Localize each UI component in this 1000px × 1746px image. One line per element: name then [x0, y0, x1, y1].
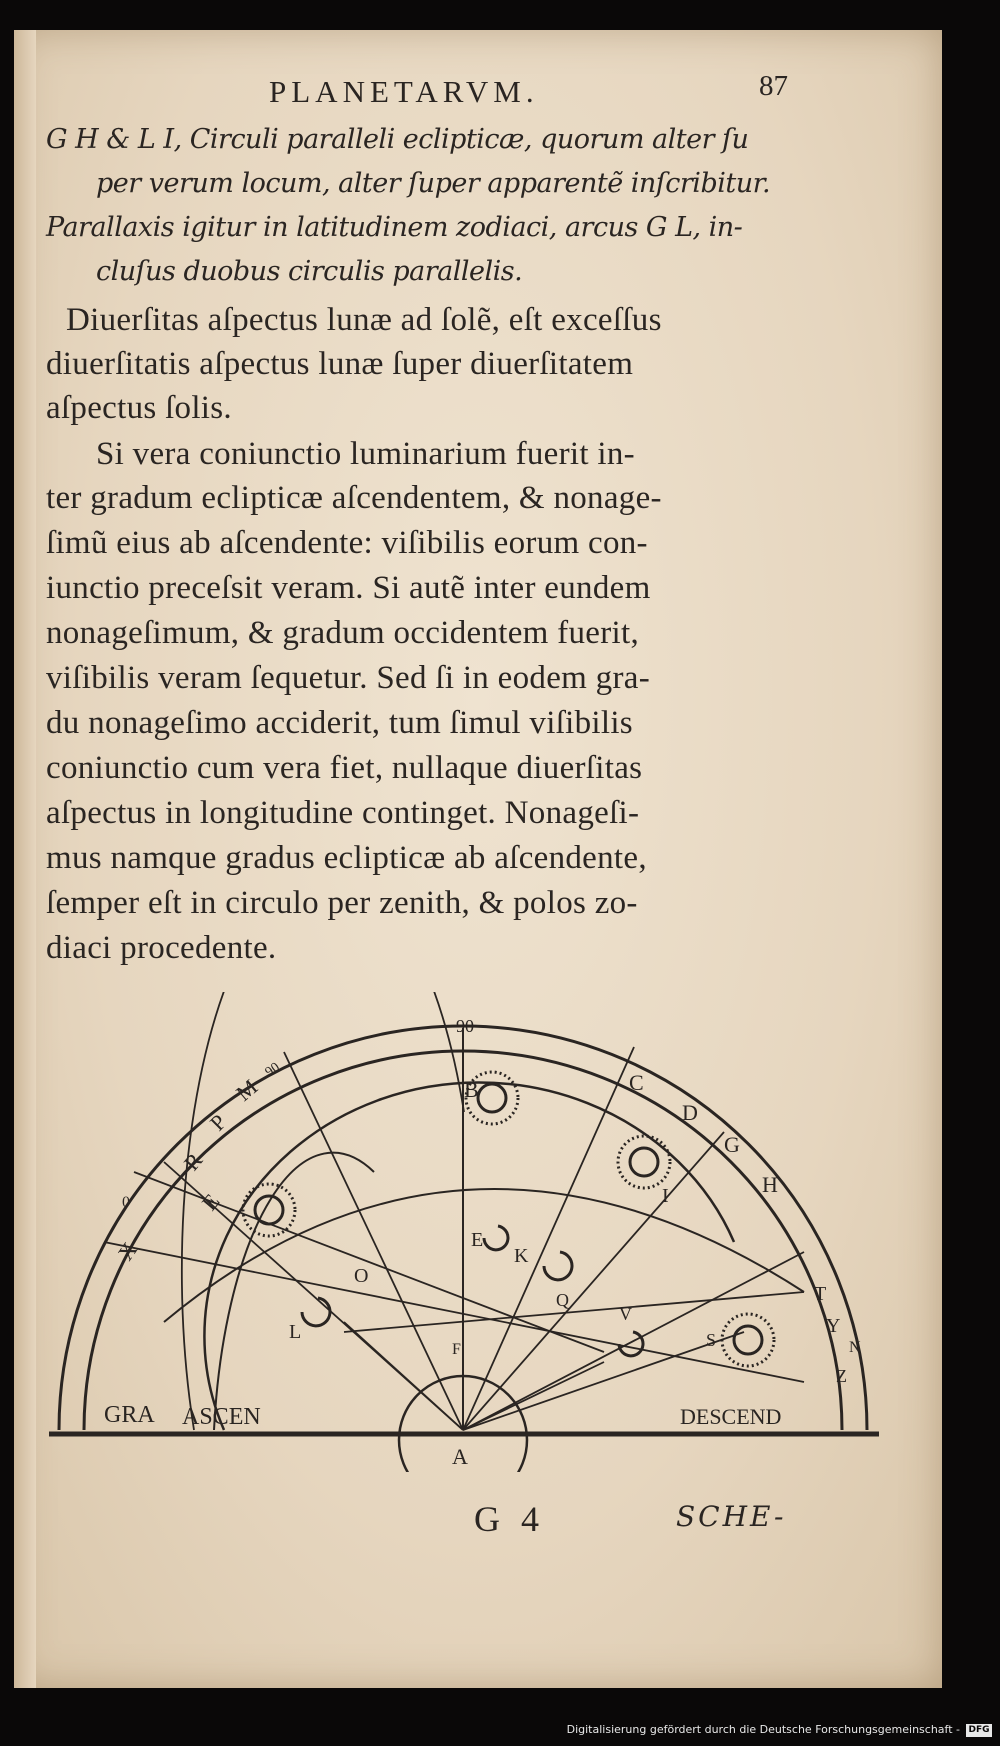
- book-page: [14, 30, 942, 1688]
- sun-symbol-c: [618, 1136, 670, 1188]
- svg-text:G: G: [724, 1132, 740, 1157]
- label-90: 90: [456, 1016, 474, 1036]
- dfg-logo-badge: DFG: [966, 1724, 992, 1737]
- footer-bar: [0, 1716, 1000, 1746]
- svg-text:Q: Q: [556, 1290, 569, 1310]
- svg-text:F: F: [452, 1341, 461, 1358]
- label-90-left: 90: [262, 1059, 283, 1081]
- funding-credit: Digitalisierung gefördert durch die Deutsche Forschungsgemeinschaft -: [566, 1723, 960, 1736]
- svg-text:D: D: [682, 1100, 698, 1125]
- body-line-3: aſpectus ſolis.: [46, 390, 232, 426]
- svg-text:H: H: [762, 1172, 778, 1197]
- italic-line-1: G H & L I, Circuli paralleli eclipticæ, quorum alter ſu: [46, 124, 749, 155]
- astronomical-diagram: [44, 992, 890, 1472]
- svg-text:I: I: [662, 1185, 669, 1207]
- label-descend: DESCEND: [680, 1404, 782, 1429]
- svg-text:E: E: [196, 1188, 225, 1216]
- svg-text:M: M: [231, 1074, 263, 1106]
- svg-text:O: O: [354, 1265, 369, 1287]
- svg-text:C: C: [629, 1070, 644, 1095]
- catchword: SCHE-: [676, 1500, 787, 1533]
- body-line-1: Diuerſitas aſpectus lunæ ad ſolẽ, eſt exceſſus: [66, 302, 662, 338]
- svg-text:Y: Y: [826, 1315, 841, 1337]
- svg-text:T: T: [814, 1283, 827, 1305]
- body-line-8: nonageſimum, & gradum occidentem fuerit,: [46, 615, 639, 651]
- body-line-15: diaci procedente.: [46, 930, 277, 966]
- body-line-13: mus namque gradus eclipticæ ab aſcendente,: [46, 840, 647, 876]
- label-0-left: 0: [122, 1194, 130, 1211]
- body-line-12: aſpectus in longitudine continget. Nonageſi-: [46, 795, 640, 831]
- label-gra: GRA: [104, 1402, 155, 1428]
- page-gutter: [14, 30, 36, 1688]
- svg-text:L: L: [289, 1321, 302, 1343]
- running-head: PLANETARVM.: [269, 74, 539, 109]
- body-line-4: Si vera coniunctio luminarium fuerit in-: [96, 436, 635, 472]
- svg-text:R: R: [178, 1147, 208, 1176]
- body-line-10: du nonageſimo acciderit, tum ſimul viſibilis: [46, 705, 633, 741]
- body-line-11: coniunctio cum vera fiet, nullaque diuerſitas: [46, 750, 643, 786]
- sun-symbol-s: [722, 1314, 774, 1366]
- italic-line-3: Parallaxis igitur in latitudinem zodiaci, arcus G L, in-: [46, 212, 743, 243]
- svg-text:E: E: [471, 1229, 484, 1251]
- body-line-5: ter gradum eclipticæ aſcendentem, & nonage-: [46, 480, 662, 516]
- body-line-6: ſimũ eius ab aſcendente: viſibilis eorum con-: [46, 525, 648, 561]
- svg-text:K: K: [514, 1245, 529, 1267]
- body-line-14: ſemper eſt in circulo per zenith, & polos zo-: [46, 885, 638, 921]
- body-line-7: iunctio preceſsit veram. Si autẽ inter eundem: [46, 570, 651, 606]
- svg-text:Z: Z: [836, 1366, 847, 1386]
- svg-text:A: A: [452, 1444, 468, 1469]
- svg-text:N: N: [849, 1339, 861, 1356]
- folio-number: 87: [759, 70, 788, 102]
- svg-text:X: X: [112, 1237, 143, 1265]
- sun-symbol-e: [243, 1184, 295, 1236]
- svg-text:S: S: [706, 1330, 717, 1350]
- svg-text:P: P: [204, 1109, 232, 1136]
- label-ascen: ASCEN: [182, 1404, 261, 1430]
- svg-text:V: V: [619, 1304, 632, 1324]
- italic-line-4: cluſus duobus circulis parallelis.: [96, 256, 523, 287]
- svg-text:B: B: [464, 1077, 479, 1102]
- body-line-9: viſibilis veram ſequetur. Sed ſi in eodem gra-: [46, 660, 650, 696]
- signature-mark: G 4: [474, 1499, 545, 1539]
- body-line-2: diuerſitatis aſpectus lunæ ſuper diuerſitatem: [46, 346, 634, 382]
- italic-line-2: per verum locum, alter ſuper apparentẽ inſcribitur.: [96, 168, 771, 199]
